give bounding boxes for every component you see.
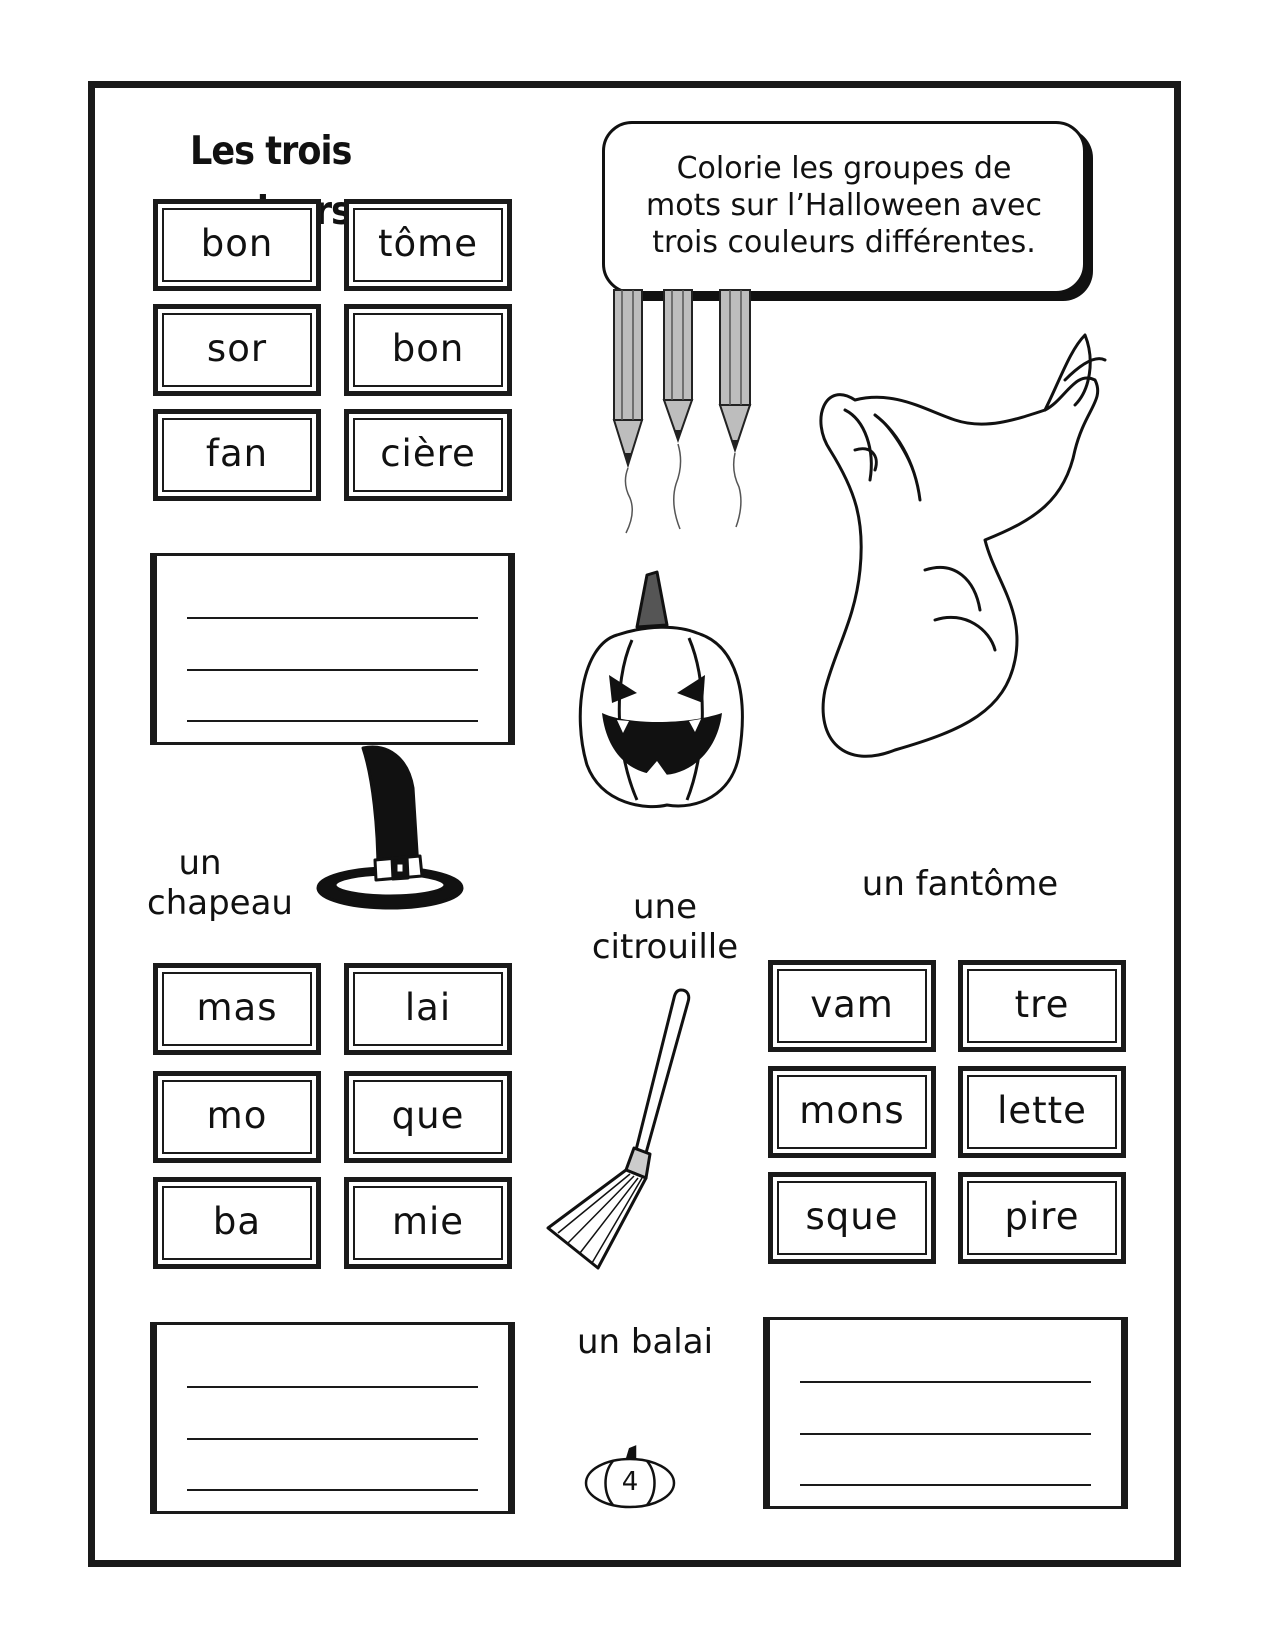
pumpkin-label xyxy=(575,887,755,967)
pumpkin-label-line-1: une xyxy=(632,887,697,927)
writing-box[interactable] xyxy=(150,1322,515,1514)
syllable-tile[interactable] xyxy=(768,1066,936,1158)
syllable-text: tôme xyxy=(378,221,478,265)
writing-line xyxy=(800,1433,1091,1435)
writing-line xyxy=(187,1438,478,1440)
syllable-tile[interactable] xyxy=(344,1071,512,1163)
syllable-tile[interactable] xyxy=(153,409,321,501)
syllable-text: bon xyxy=(200,221,274,265)
writing-line xyxy=(187,720,478,722)
instruction-text xyxy=(615,150,1073,261)
syllable-tile[interactable] xyxy=(153,1071,321,1163)
syllable-tile[interactable] xyxy=(958,960,1126,1052)
syllable-text: mas xyxy=(196,985,278,1029)
writing-line xyxy=(800,1484,1091,1486)
instruction-line-2: mots sur l’Halloween avec xyxy=(646,188,1042,223)
instruction-line-3: trois couleurs différentes. xyxy=(652,225,1036,260)
syllable-text: que xyxy=(391,1093,465,1137)
syllable-tile[interactable] xyxy=(153,304,321,396)
syllable-text: mo xyxy=(206,1093,268,1137)
writing-line xyxy=(800,1381,1091,1383)
broom-label: un balai xyxy=(576,1322,714,1362)
pencils-illustration xyxy=(600,290,780,560)
ghost-illustration xyxy=(815,320,1115,810)
jack-o-lantern-illustration xyxy=(577,575,747,810)
syllable-tile[interactable] xyxy=(344,963,512,1055)
syllable-tile[interactable] xyxy=(768,1172,936,1264)
page-number: 4 xyxy=(621,1467,639,1497)
syllable-text: sque xyxy=(805,1194,899,1238)
syllable-text: vam xyxy=(810,982,894,1026)
syllable-text: mons xyxy=(799,1088,905,1132)
syllable-tile[interactable] xyxy=(958,1066,1126,1158)
instruction-line-1: Colorie les groupes de xyxy=(676,151,1012,186)
syllable-text: mie xyxy=(391,1199,465,1243)
writing-line xyxy=(187,1386,478,1388)
syllable-tile[interactable] xyxy=(958,1172,1126,1264)
syllable-text: cière xyxy=(380,431,476,475)
syllable-text: sor xyxy=(206,326,268,370)
writing-line xyxy=(187,1489,478,1491)
hat-label-line-2: chapeau xyxy=(147,883,293,923)
writing-line xyxy=(187,617,478,619)
pumpkin-label-line-2: citrouille xyxy=(591,927,739,967)
witch-hat-illustration xyxy=(318,748,468,913)
syllable-tile[interactable] xyxy=(153,1177,321,1269)
syllable-tile[interactable] xyxy=(153,963,321,1055)
syllable-tile[interactable] xyxy=(344,199,512,291)
syllable-text: fan xyxy=(205,431,269,475)
syllable-tile[interactable] xyxy=(153,199,321,291)
syllable-text: pire xyxy=(1004,1194,1080,1238)
writing-box[interactable] xyxy=(763,1317,1128,1509)
syllable-tile[interactable] xyxy=(768,960,936,1052)
syllable-text: tre xyxy=(1014,982,1070,1026)
hat-label xyxy=(140,843,300,923)
hat-label-line-1: un xyxy=(178,843,222,883)
syllable-tile[interactable] xyxy=(344,409,512,501)
broom-illustration xyxy=(548,988,708,1278)
syllable-text: lette xyxy=(997,1088,1087,1132)
instruction-bubble xyxy=(602,121,1086,294)
ghost-label: un fantôme xyxy=(861,864,1059,904)
writing-line xyxy=(187,669,478,671)
syllable-tile[interactable] xyxy=(344,304,512,396)
syllable-tile[interactable] xyxy=(344,1177,512,1269)
syllable-text: bon xyxy=(391,326,465,370)
syllable-text: ba xyxy=(212,1199,262,1243)
page-title: Les trois xyxy=(190,129,352,174)
syllable-text: lai xyxy=(404,985,452,1029)
writing-box[interactable] xyxy=(150,553,515,745)
